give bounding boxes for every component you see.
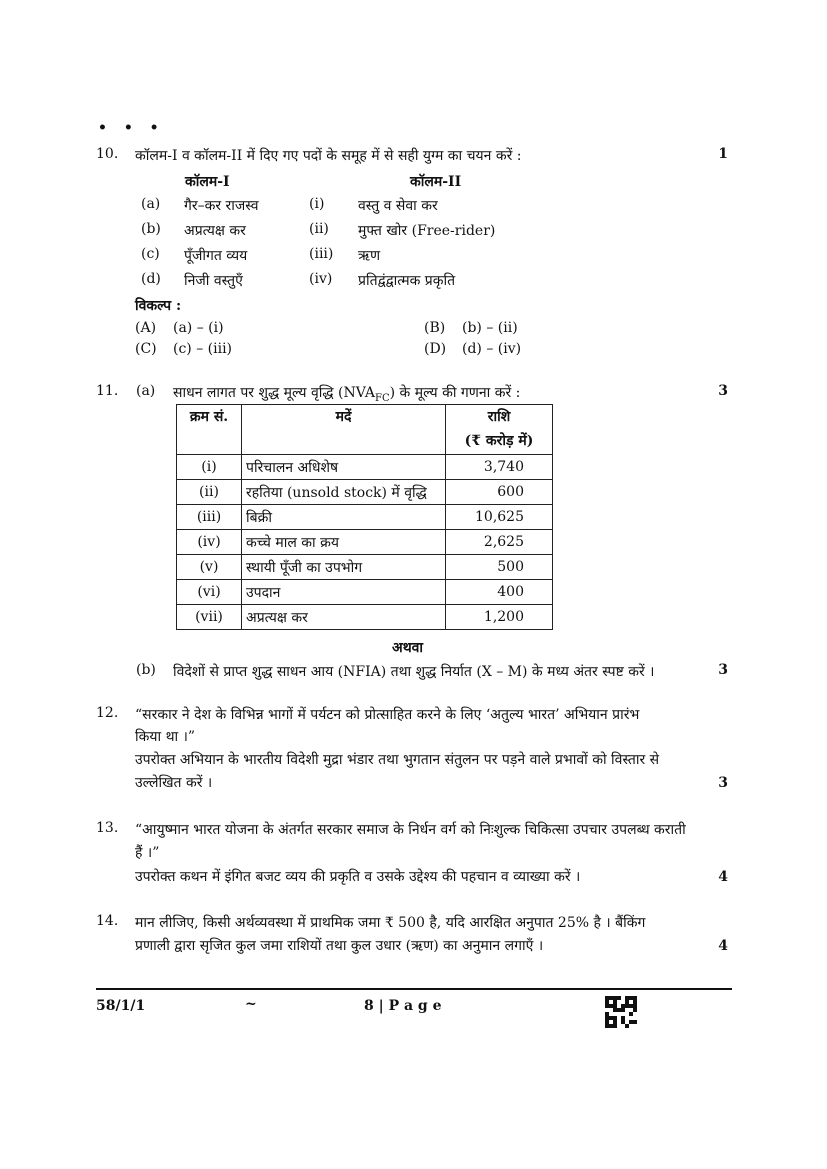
table-row: [177, 480, 553, 505]
or-label: अथवा: [392, 640, 424, 656]
table-row: [177, 580, 553, 605]
question-10-number: 10.: [96, 146, 119, 162]
qr-code-icon: [605, 996, 637, 1028]
match-row-value-1: गैर–कर राजस्व: [184, 198, 259, 214]
table-row: [177, 455, 553, 480]
table-cell-serial: (vii): [177, 605, 242, 630]
match-row-value-1: अप्रत्यक्ष कर: [184, 223, 246, 239]
match-row-key-1: (b): [141, 221, 161, 237]
column-2-header: कॉलम-II: [410, 174, 462, 190]
paper-code: 58/1/1: [96, 998, 146, 1014]
table-cell-amount: 500: [446, 555, 553, 580]
header-dots: • • •: [98, 120, 165, 136]
match-row-key-2: (iii): [309, 246, 334, 262]
question-14-line-1: मान लीजिए, किसी अर्थव्यवस्था में प्राथमिक जमा ₹ 500 है, यदि आरक्षित अनुपात 25% है । बैंकिंग: [135, 915, 646, 931]
table-cell-item: उपदान: [242, 580, 446, 605]
table-cell-serial: (vi): [177, 580, 242, 605]
match-row-value-1: निजी वस्तुएँ: [184, 273, 243, 289]
footer-rule: [96, 988, 732, 990]
table-header-serial: क्रम सं.: [177, 405, 242, 455]
question-13-number: 13.: [96, 820, 119, 836]
option-b-value: (b) – (ii): [462, 320, 518, 336]
table-header-amount-line2: (₹ करोड़ में): [464, 433, 534, 449]
question-14-line-2: प्रणाली द्वारा सृजित कुल जमा राशियों तथा कुल उधार (ऋण) का अनुमान लगाएँ ।: [135, 938, 544, 954]
table-cell-serial: (ii): [177, 480, 242, 505]
question-11-number: 11.: [96, 383, 119, 399]
table-cell-serial: (iv): [177, 530, 242, 555]
table-cell-item: स्थायी पूँजी का उपभोग: [242, 555, 446, 580]
question-11a-text: [173, 383, 520, 404]
match-row-key-2: (ii): [309, 221, 329, 237]
question-12-line-1: “सरकार ने देश के विभिन्न भागों में पर्यटन को प्रोत्साहित करने के लिए ‘अतुल्य भारत’ अभियान प्रारंभ: [135, 707, 640, 723]
question-13-line-2: हैं ।”: [135, 845, 160, 861]
question-13-line-3: उपरोक्त कथन में इंगित बजट व्यय की प्रकृति व उसके उद्देश्य की पहचान व व्याख्या करें ।: [135, 869, 581, 885]
question-14-number: 14.: [96, 913, 119, 929]
question-12-line-3: उपरोक्त अभियान के भारतीय विदेशी मुद्रा भंडार तथा भुगतान संतुलन पर पड़ने वाले प्रभावों को विस्तार से: [135, 752, 660, 768]
match-row-value-1: पूँजीगत व्यय: [184, 248, 248, 264]
nva-data-table: [176, 404, 553, 630]
option-c-key: (C): [135, 341, 157, 357]
question-12-line-4: उल्लेखित करें ।: [135, 775, 213, 791]
question-11a-marks: 3: [718, 383, 728, 399]
question-11a-text-post: ) के मूल्य की गणना करें :: [389, 385, 521, 401]
match-row-key-2: (i): [309, 196, 325, 212]
table-cell-serial: (v): [177, 555, 242, 580]
table-header-amount: [446, 405, 553, 455]
match-row-value-2: ऋण: [358, 248, 381, 264]
options-label: विकल्प :: [135, 298, 182, 314]
option-b-key: (B): [424, 320, 446, 336]
question-13-marks: 4: [718, 869, 728, 885]
table-cell-serial: (iii): [177, 505, 242, 530]
table-row: [177, 605, 553, 630]
question-13-line-1: “आयुष्मान भारत योजना के अंतर्गत सरकार समाज के निर्धन वर्ग को निःशुल्क चिकित्सा उपचार उपलब्ध कराती: [135, 822, 686, 838]
table-cell-amount: 1,200: [446, 605, 553, 630]
option-d-value: (d) – (iv): [462, 341, 522, 357]
question-11b-text: विदेशों से प्राप्त शुद्ध साधन आय (NFIA) तथा शुद्ध निर्यात (X – M) के मध्य अंतर स्पष्ट करें ।: [173, 664, 655, 680]
table-cell-item: परिचालन अधिशेष: [242, 455, 446, 480]
table-row: [177, 555, 553, 580]
table-cell-amount: 10,625: [446, 505, 553, 530]
table-cell-amount: 600: [446, 480, 553, 505]
table-cell-item: बिक्री: [242, 505, 446, 530]
table-cell-amount: 3,740: [446, 455, 553, 480]
match-row-value-2: प्रतिद्वंद्वात्मक प्रकृति: [358, 273, 456, 289]
question-11a-subscript: FC: [375, 392, 390, 404]
table-header-items: मदें: [242, 405, 446, 455]
question-10-text: कॉलम-I व कॉलम-II में दिए गए पदों के समूह में से सही युग्म का चयन करें :: [135, 148, 522, 164]
match-row-value-2: मुफ्त खोर (Free-rider): [358, 223, 496, 239]
table-cell-item: रहतिया (unsold stock) में वृद्धि: [242, 480, 446, 505]
question-12-number: 12.: [96, 705, 119, 721]
option-c-value: (c) – (iii): [173, 341, 233, 357]
table-row: [177, 505, 553, 530]
column-1-header: कॉलम-I: [185, 174, 230, 190]
table-cell-amount: 400: [446, 580, 553, 605]
question-11a-text-pre: साधन लागत पर शुद्ध मूल्य वृद्धि (NVA: [173, 385, 376, 401]
match-row-value-2: वस्तु व सेवा कर: [358, 198, 438, 214]
table-cell-item: अप्रत्यक्ष कर: [242, 605, 446, 630]
question-12-line-2: किया था ।”: [135, 729, 196, 745]
question-10-marks: 1: [718, 146, 728, 162]
match-row-key-1: (d): [141, 271, 161, 287]
question-11b-marks: 3: [718, 662, 728, 678]
match-row-key-2: (iv): [309, 271, 333, 287]
page-number: 8 | P a g e: [364, 998, 442, 1014]
table-header-amount-line1: राशि: [487, 409, 511, 425]
match-row-key-1: (a): [141, 196, 161, 212]
footer-tilde: ~: [245, 996, 257, 1012]
option-a-value: (a) – (i): [173, 320, 224, 336]
question-11-part-a-label: (a): [136, 383, 156, 399]
match-row-key-1: (c): [141, 246, 160, 262]
option-a-key: (A): [135, 320, 157, 336]
question-12-marks: 3: [718, 775, 728, 791]
question-11-part-b-label: (b): [136, 662, 156, 678]
table-cell-item: कच्चे माल का क्रय: [242, 530, 446, 555]
table-cell-amount: 2,625: [446, 530, 553, 555]
table-row: [177, 530, 553, 555]
question-14-marks: 4: [718, 938, 728, 954]
option-d-key: (D): [424, 341, 447, 357]
table-cell-serial: (i): [177, 455, 242, 480]
